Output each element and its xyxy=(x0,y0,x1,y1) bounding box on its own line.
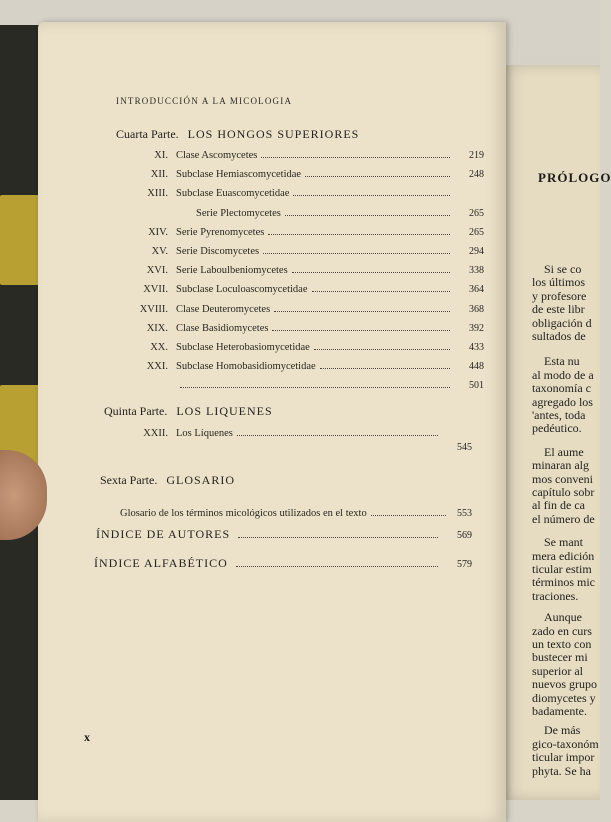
leader-dots xyxy=(268,234,450,235)
prologue-text-line: mera edición xyxy=(532,548,595,563)
part-heading-cuarta xyxy=(116,127,359,142)
part-label: Sexta Parte. xyxy=(100,473,158,487)
leader-dots xyxy=(292,272,450,273)
toc-entry[interactable] xyxy=(108,361,484,377)
chapter-numeral: XVIII. xyxy=(139,303,168,315)
prologue-text-line: Si se co xyxy=(544,262,582,276)
toc-entry-text: ÍNDICE DE AUTORES xyxy=(96,527,231,541)
cover-pattern xyxy=(0,195,40,285)
toc-entry[interactable] xyxy=(108,304,484,320)
prologue-text-line: agregado los xyxy=(532,394,593,409)
toc-entry-text: Serie Laboulbeniomycetes xyxy=(176,265,288,277)
toc-entry[interactable] xyxy=(108,150,484,166)
chapter-numeral: XI. xyxy=(154,150,168,161)
leader-dots xyxy=(272,330,450,331)
toc-page-number: 265 xyxy=(469,207,484,219)
leader-dots xyxy=(261,157,450,158)
leader-dots xyxy=(312,291,451,292)
chapter-numeral: XXII. xyxy=(143,428,168,439)
toc-entry[interactable] xyxy=(108,169,484,185)
prologue-text-line: el número de xyxy=(532,511,595,526)
leader-dots xyxy=(274,311,450,312)
page-folio: x xyxy=(84,730,90,744)
prologue-text-line: mos conveni xyxy=(532,471,593,486)
toc-entry[interactable] xyxy=(108,246,484,262)
prologue-text-line: de este libr xyxy=(532,302,585,317)
toc-entry-text: Serie Pyrenomycetes xyxy=(176,226,265,238)
toc-entry-text: Clase Ascomycetes xyxy=(176,150,258,161)
toc-entry-text: Clase Deuteromycetes xyxy=(176,303,271,315)
chapter-numeral: XIX. xyxy=(146,322,168,334)
prologue-text-line: gico-taxonóm xyxy=(532,736,599,751)
toc-page-number: 448 xyxy=(469,361,484,373)
part-title: LOS HONGOS SUPERIORES xyxy=(187,127,360,141)
toc-entry-text: Los Líquenes xyxy=(176,428,233,439)
leader-dots xyxy=(371,515,446,516)
toc-page-number: 545 xyxy=(457,442,472,453)
prologue-text-line: bustecer mi xyxy=(532,650,588,665)
toc-entry[interactable] xyxy=(108,380,484,396)
prologue-text-line: minaran alg xyxy=(532,458,589,473)
toc-page-number: 265 xyxy=(469,226,484,238)
leader-dots xyxy=(293,195,450,196)
toc-entry-text: Serie Discomycetes xyxy=(176,246,260,257)
prologue-text-line: al fin de ca xyxy=(532,498,585,513)
chapter-numeral: XIV. xyxy=(148,226,168,238)
toc-entry-text: Serie Plectomycetes xyxy=(196,207,281,219)
toc-page-number: 392 xyxy=(469,322,484,334)
toc-entry-text: Subclase Hemiascomycetidae xyxy=(176,169,302,181)
toc-page-number: 569 xyxy=(457,530,472,541)
toc-entry[interactable] xyxy=(108,265,484,281)
prologue-text-line: Aunque xyxy=(544,610,582,625)
leader-dots xyxy=(263,253,450,254)
prologue-text-line: ticular impor xyxy=(532,750,595,765)
chapter-numeral: XX. xyxy=(150,342,168,353)
prologue-text-line: Esta nu xyxy=(544,354,580,369)
prologue-text-line: De más xyxy=(544,723,581,738)
toc-entry-text: Subclase Heterobasiomycetidae xyxy=(176,342,310,353)
running-head: INTRODUCCIÓN A LA MICOLOGIA xyxy=(116,96,293,106)
prologue-text-line: pedéutico. xyxy=(532,421,582,436)
toc-page-number: 364 xyxy=(469,284,484,296)
chapter-numeral: XVII. xyxy=(143,284,168,296)
prologue-text-line: diomycetes y xyxy=(532,690,596,705)
toc-entry-text: Subclase Loculoascomycetidae xyxy=(176,284,308,296)
toc-page-number: 368 xyxy=(469,303,484,315)
prologue-text-line: superior al xyxy=(532,663,583,678)
chapter-numeral: XVI. xyxy=(146,265,168,277)
toc-page-number: 338 xyxy=(469,265,484,277)
toc-entry-indice-autores[interactable] xyxy=(96,527,472,542)
leader-dots xyxy=(237,435,438,436)
toc-page-number: 219 xyxy=(469,150,484,161)
toc-entry-indice-alfabetico[interactable] xyxy=(94,556,472,571)
toc-page-number: 248 xyxy=(469,169,484,181)
toc-page-number: 433 xyxy=(469,342,484,353)
prologue-text-line: sultados de xyxy=(532,329,586,343)
part-label: Quinta Parte. xyxy=(104,404,168,418)
prologue-text-line: Se mant xyxy=(544,535,583,550)
chapter-numeral: XIII. xyxy=(147,188,168,200)
toc-entry[interactable] xyxy=(108,342,484,358)
part-label: Cuarta Parte. xyxy=(116,127,179,141)
leader-dots xyxy=(180,387,450,388)
leader-dots xyxy=(314,349,450,350)
toc-entry[interactable] xyxy=(108,227,484,243)
toc-entry-text: Subclase Euascomycetidae xyxy=(176,188,290,200)
prologue-text-line: El aume xyxy=(544,444,584,459)
chapter-numeral: XII. xyxy=(150,169,168,181)
prologue-text-line: un texto con xyxy=(532,637,592,651)
toc-entry[interactable] xyxy=(108,323,484,339)
part-heading-quinta xyxy=(104,404,273,419)
prologue-text-line: 'antes, toda xyxy=(532,408,586,422)
leader-dots xyxy=(238,537,438,538)
leader-dots xyxy=(236,566,438,567)
toc-entry-text: Clase Basidiomycetes xyxy=(176,322,269,334)
part-title: LOS LIQUENES xyxy=(176,404,273,418)
prologue-text-line: taxonomía c xyxy=(532,381,591,396)
right-page xyxy=(500,65,611,800)
chapter-numeral: XV. xyxy=(151,246,168,257)
toc-page-number: 294 xyxy=(469,246,484,257)
chapter-numeral: XXI. xyxy=(146,361,168,373)
toc-page-number: 553 xyxy=(457,508,472,519)
part-title: GLOSARIO xyxy=(166,473,235,487)
prologue-text-line: términos mic xyxy=(532,575,595,590)
toc-entry-glosario[interactable] xyxy=(120,508,472,524)
toc-entry-text: ÍNDICE ALFABÉTICO xyxy=(94,556,228,570)
toc-entry[interactable] xyxy=(108,208,484,224)
toc-entry[interactable] xyxy=(108,428,472,453)
prologue-text-line: obligación d xyxy=(532,315,592,330)
prologue-text-line: capítulo sobr xyxy=(532,485,595,499)
prologue-text-line: los últimos xyxy=(532,275,586,290)
prologue-text-line: badamente. xyxy=(532,704,587,718)
prologue-text-line: traciones. xyxy=(532,588,579,603)
prologue-heading: PRÓLOGO xyxy=(538,170,611,185)
prologue-text-line: al modo de a xyxy=(532,367,594,382)
prologue-text-line: nuevos grupo xyxy=(532,677,597,692)
toc-page-number: 579 xyxy=(457,559,472,570)
prologue-text-line: phyta. Se ha xyxy=(532,763,591,778)
toc-entry[interactable] xyxy=(108,188,484,204)
part-heading-sexta xyxy=(100,473,235,488)
left-page xyxy=(38,22,506,822)
toc-entry-text: Subclase Homobasidiomycetidae xyxy=(176,361,316,373)
toc-page-number: 501 xyxy=(469,380,484,392)
toc-entry-text: Glosario de los términos micológicos utilizados en el texto xyxy=(120,508,367,519)
leader-dots xyxy=(320,368,450,369)
prologue-text-line: y profesore xyxy=(532,288,587,303)
leader-dots xyxy=(285,215,450,216)
leader-dots xyxy=(305,176,450,177)
prologue-text-line: ticular estim xyxy=(532,562,592,576)
toc-entry[interactable] xyxy=(108,284,484,300)
prologue-text-line: zado en curs xyxy=(532,623,592,638)
